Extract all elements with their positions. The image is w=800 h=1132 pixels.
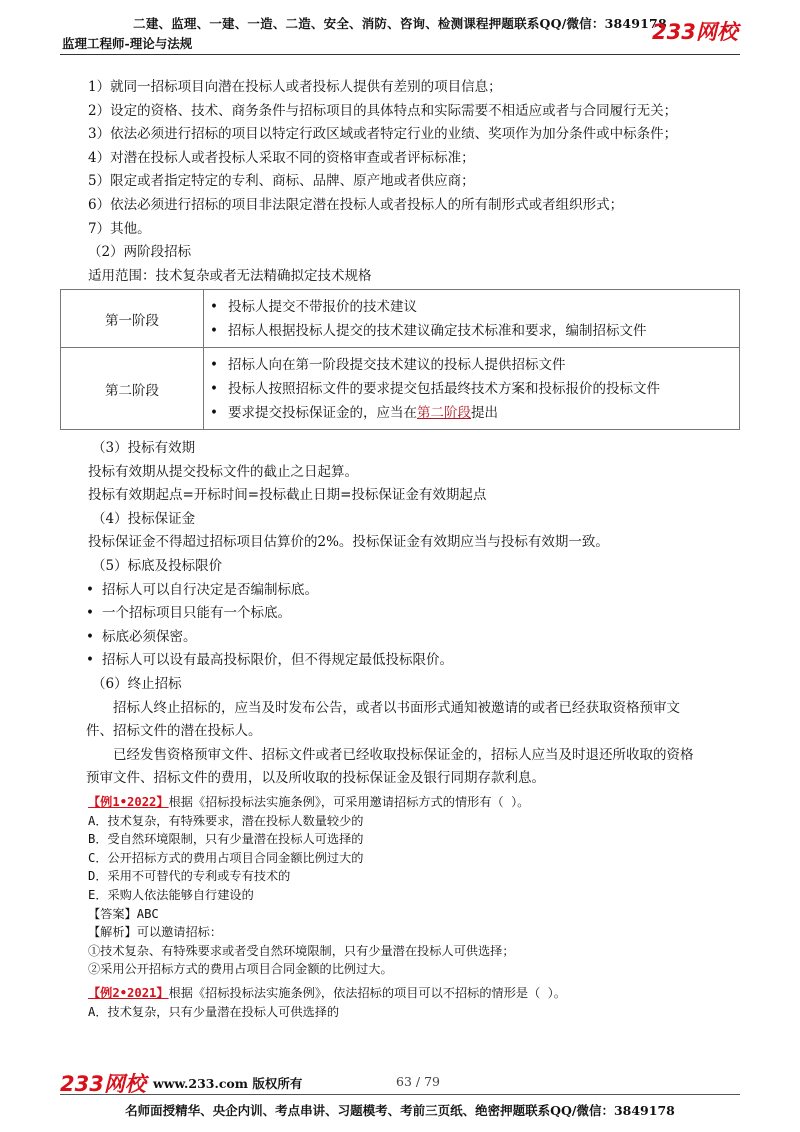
option: B．受自然环境限制，只有少量潜在投标人可选择的 xyxy=(88,832,364,847)
course-title: 监理工程师-理论与法规 xyxy=(62,36,193,51)
list-item: • 投标人按照招标文件的要求提交包括最终技术方案和投标报价的投标文件 xyxy=(210,380,660,397)
stage1-items xyxy=(204,290,740,348)
option: C．公开招标方式的费用占项目合同金额比例过大的 xyxy=(88,850,364,865)
question-line: 【例1•2022】根据《招标投标法实施条例》，可采用邀请招标方式的情形有（ ）。 xyxy=(88,795,530,809)
scope-text: 适用范围：技术复杂或者无法精确拟定技术规格 xyxy=(88,267,372,284)
footer-divider xyxy=(60,1094,740,1095)
list-item: • 一个招标项目只能有一个标底。 xyxy=(86,605,291,622)
header-divider xyxy=(60,54,740,55)
paragraph: 投标保证金不得超过招标项目估算价的2%。投标保证金有效期应当与投标有效期一致。 xyxy=(88,534,609,551)
list-item: • 要求提交投标保证金的，应当在第二阶段提出 xyxy=(210,404,498,421)
analysis-point: ①技术复杂、有特殊要求或者受自然环境限制，只有少量潜在投标人可供选择； xyxy=(88,943,515,958)
list-item: • 招标人向在第一阶段提交技术建议的投标人提供招标文件 xyxy=(210,356,566,373)
watermark: ​ xyxy=(236,520,248,527)
table-row xyxy=(61,348,740,430)
list-item: 4）对潜在投标人或者投标人采取不同的资格审查或者评标标准； xyxy=(88,149,475,166)
list-item: 2）设定的资格、技术、商务条件与招标项目的具体特点和实际需要不相适应或者与合同履行无关； xyxy=(88,102,678,119)
section-heading: （4）投标保证金 xyxy=(92,510,196,527)
list-item: 5）限定或者指定特定的专利、商标、品牌、原产地或者供应商； xyxy=(88,173,475,190)
analysis: 【解析】可以邀请招标： xyxy=(88,925,223,940)
question-line: 【例2•2021】根据《招标投标法实施条例》，依法招标的项目可以不招标的情形是（ ）。 xyxy=(88,986,566,1000)
list-item: • 投标人提交不带报价的技术建议 xyxy=(210,298,417,315)
example-tag: 【例2•2021】 xyxy=(88,986,169,1000)
sections-body xyxy=(88,437,748,791)
answer: 【答案】ABC xyxy=(88,906,159,921)
paragraph: 投标有效期起点=开标时间=投标截止日期=投标保证金有效期起点 xyxy=(88,487,487,504)
restriction-list xyxy=(88,76,748,288)
list-item: • 招标人可以设有最高投标限价，但不得规定最低投标限价。 xyxy=(86,652,453,669)
page-number: 63 / 79 xyxy=(396,1074,440,1089)
section-heading: （3）投标有效期 xyxy=(92,440,196,456)
paragraph: 招标人终止招标的，应当及时发布公告，或者以书面形式通知被邀请的或者已经获取资格预审文 xyxy=(113,699,680,716)
footer-logo: 233网校 xyxy=(60,1072,146,1096)
paragraph: 件、招标文件的潜在投标人。 xyxy=(86,723,262,740)
option: E．采购人依法能够自行建设的 xyxy=(88,887,254,902)
list-item: 1）就同一招标项目向潜在投标人或者投标人提供有差别的项目信息； xyxy=(88,79,502,95)
list-item: • 标底必须保密。 xyxy=(86,628,197,645)
example-tag: 【例1•2022】 xyxy=(88,795,169,809)
two-stage-table xyxy=(60,289,740,430)
option: A．技术复杂，有特殊要求，潜在投标人数量较少的 xyxy=(88,813,364,828)
section-heading: （6）终止招标 xyxy=(92,675,182,692)
header-promo: 二建、监理、一建、一造、二造、安全、消防、咨询、检测课程押题联系QQ/微信：3849178 xyxy=(133,16,667,31)
section-heading: （5）标底及投标限价 xyxy=(92,557,223,574)
section-heading: （2）两阶段招标 xyxy=(88,244,192,261)
brand-logo: 233网校 xyxy=(652,20,738,44)
footer-site: www.233.com 版权所有 xyxy=(153,1076,303,1091)
option: A．技术复杂，只有少量潜在投标人可供选择的 xyxy=(88,1004,340,1019)
paragraph: 已经发售资格预审文件、招标文件或者已经收取投标保证金的，招标人应当及时退还所收取的资格 xyxy=(113,746,694,763)
analysis-point: ②采用公开招标方式的费用占项目合同金额的比例过大。 xyxy=(88,962,393,977)
stage2-name: 第二阶段 xyxy=(61,348,204,430)
list-item: • 招标人可以自行决定是否编制标底。 xyxy=(86,581,318,598)
stage-link[interactable]: 第二阶段 xyxy=(417,404,471,421)
option: D．采用不可替代的专利或专有技术的 xyxy=(88,869,291,884)
stage1-name: 第一阶段 xyxy=(61,290,204,348)
footer-promo: 名师面授精华、央企内训、考点串讲、习题模考、考前三页纸、绝密押题联系QQ/微信：3849178 xyxy=(125,1103,675,1118)
paragraph: 投标有效期从提交投标文件的截止之日起算。 xyxy=(88,463,358,480)
stage2-items xyxy=(204,348,740,430)
table-row xyxy=(61,290,740,348)
example-2 xyxy=(88,984,748,1021)
paragraph: 预审文件、招标文件的费用，以及所收取的投标保证金及银行同期存款利息。 xyxy=(86,770,545,787)
list-item: 7）其他。 xyxy=(88,220,151,237)
list-item: 6）依法必须进行招标的项目非法限定潜在投标人或者投标人的所有制形式或者组织形式； xyxy=(88,196,624,213)
example-1 xyxy=(88,793,748,979)
list-item: • 招标人根据投标人提交的技术建议确定技术标准和要求，编制招标文件 xyxy=(210,322,647,339)
list-item: 3）依法必须进行招标的项目以特定行政区域或者特定行业的业绩、奖项作为加分条件或中标条件； xyxy=(88,126,678,143)
